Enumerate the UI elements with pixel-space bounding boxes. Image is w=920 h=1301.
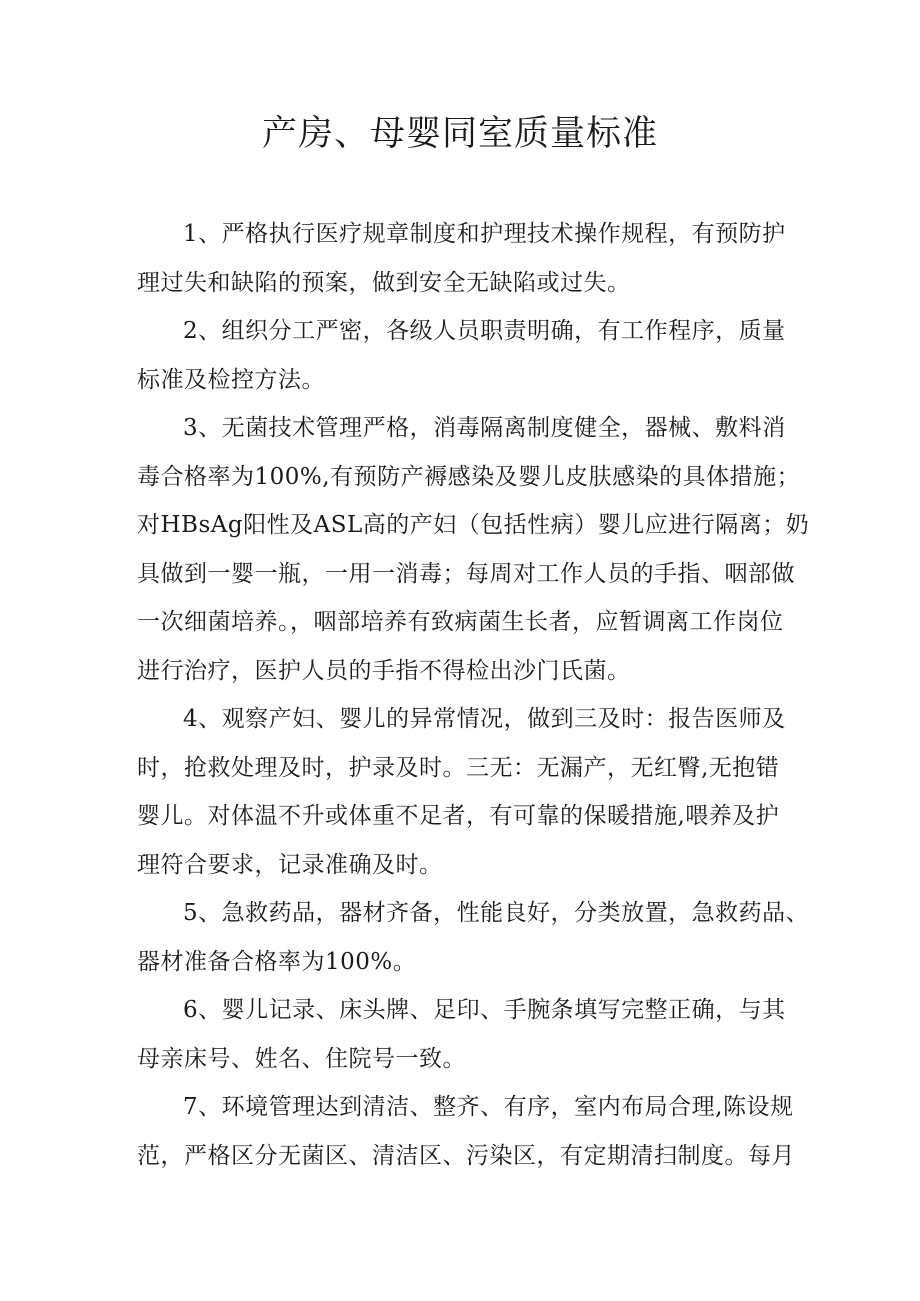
paragraph-line: 1、严格执行医疗规章制度和护理技术操作规程，有预防护 [183,221,786,247]
paragraph-line: 进行治疗，医护人员的手指不得检出沙门氏菌。 [137,657,631,684]
paragraph-1 [137,210,787,307]
paragraph-line: 理符合要求，记录准确及时。 [137,851,443,878]
document-body [137,210,810,1180]
paragraph-line: 2、组织分工严密，各级人员职责明确，有工作程序，质量 [183,318,786,344]
paragraph-line: 范，严格区分无菌区、清洁区、污染区，有定期清扫制度。每月 [137,1142,795,1169]
paragraph-line: 理过失和缺陷的预案，做到安全无缺陷或过失。 [137,269,631,296]
paragraph-line: 时，抢救处理及时，护录及时。三无：无漏产，无红臀,无抱错 [137,754,780,781]
page-title: 产房、母婴同室质量标准 [261,114,658,154]
paragraph-line: 器材准备合格率为100%。 [137,948,417,975]
paragraph-5 [137,889,810,986]
paragraph-line: 母亲床号、姓名、住院号一致。 [137,1045,466,1072]
paragraph-4 [137,695,787,889]
paragraph-line: 6、婴儿记录、床头牌、足印、手腕条填写完整正确，与其 [183,997,786,1023]
paragraph-7 [137,1083,795,1180]
paragraph-line: 3、无菌技术管理严格，消毒隔离制度健全，器械、敷料消 [183,415,786,441]
paragraph-line: 5、急救药品，器材齐备，性能良好，分类放置，急救药品、 [183,900,810,926]
paragraph-3 [137,404,810,695]
paragraph-line: 7、环境管理达到清洁、整齐、有序，室内布局合理,陈设规 [183,1094,794,1120]
paragraph-line: 一次细菌培养。，咽部培养有致病菌生长者，应暂调离工作岗位 [137,609,784,635]
paragraph-line: 具做到一婴一瓶，一用一消毒；每周对工作人员的手指、咽部做 [137,560,795,587]
paragraph-2 [137,307,787,404]
paragraph-6 [137,986,787,1083]
paragraph-line: 婴儿。对体温不升或体重不足者，有可靠的保暖措施,喂养及护 [137,803,780,829]
paragraph-line: 标准及检控方法。 [137,366,325,393]
paragraph-line: 毒合格率为100%,有预防产褥感染及婴儿皮肤感染的具体措施； [137,463,801,490]
paragraph-line: 对HBsAg阳性及ASL高的产妇（包括性病）婴儿应进行隔离；奶 [137,512,810,538]
paragraph-line: 4、观察产妇、婴儿的异常情况，做到三及时：报告医师及 [183,706,786,732]
